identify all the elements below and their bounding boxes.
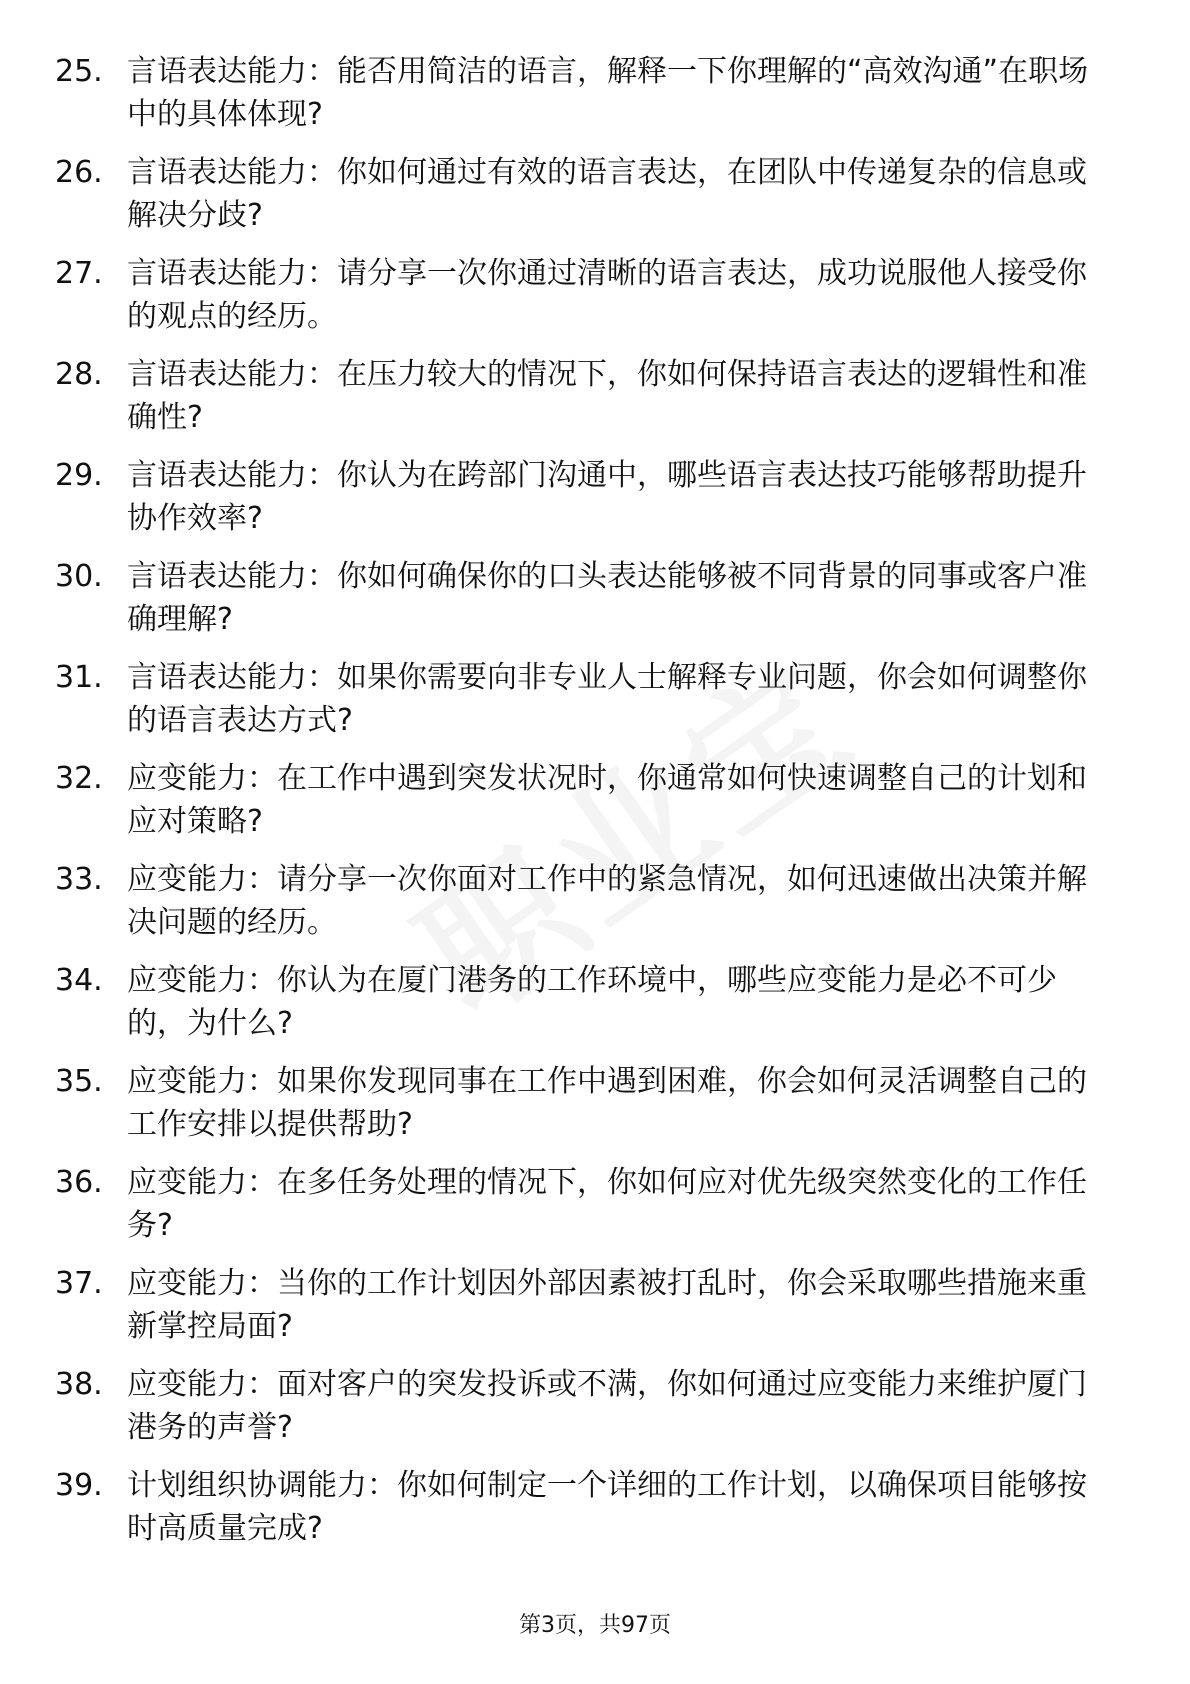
question-text: 应变能力：在多任务处理的情况下，你如何应对优先级突然变化的工作任务?: [127, 1165, 1087, 1243]
list-item: [55, 454, 1115, 555]
question-number: 29.: [55, 458, 103, 493]
list-item: [55, 1363, 1115, 1464]
question-text: 言语表达能力：能否用简洁的语言，解释一下你理解的“高效沟通”在职场中的具体体现?: [127, 54, 1089, 132]
question-text: 应变能力：在工作中遇到突发状况时，你通常如何快速调整自己的计划和应对策略?: [127, 761, 1087, 839]
list-item: [55, 50, 1115, 151]
question-number: 26.: [55, 155, 103, 190]
question-text: 言语表达能力：如果你需要向非专业人士解释专业问题，你会如何调整你的语言表达方式?: [127, 660, 1087, 738]
question-text: 计划组织协调能力：你如何制定一个详细的工作计划，以确保项目能够按时高质量完成?: [127, 1468, 1087, 1546]
list-item: [55, 1262, 1115, 1363]
question-text: 言语表达能力：你如何确保你的口头表达能够被不同背景的同事或客户准确理解?: [127, 559, 1087, 637]
list-item: [55, 1161, 1115, 1262]
question-number: 33.: [55, 862, 103, 897]
list-item: [55, 252, 1115, 353]
question-number: 27.: [55, 256, 103, 291]
question-number: 37.: [55, 1266, 103, 1301]
question-text: 言语表达能力：请分享一次你通过清晰的语言表达，成功说服他人接受你的观点的经历。: [127, 256, 1087, 334]
list-item: [55, 1060, 1115, 1161]
question-text: 言语表达能力：在压力较大的情况下，你如何保持语言表达的逻辑性和准确性?: [127, 357, 1087, 435]
list-item: [55, 151, 1115, 252]
list-item: [55, 757, 1115, 858]
question-text: 应变能力：你认为在厦门港务的工作环境中，哪些应变能力是必不可少的，为什么?: [127, 963, 1057, 1041]
question-number: 34.: [55, 963, 103, 998]
question-number: 32.: [55, 761, 103, 796]
question-text: 应变能力：请分享一次你面对工作中的紧急情况，如何迅速做出决策并解决问题的经历。: [127, 862, 1087, 940]
question-number: 39.: [55, 1468, 103, 1503]
question-number: 36.: [55, 1165, 103, 1200]
list-item: [55, 858, 1115, 959]
question-number: 35.: [55, 1064, 103, 1099]
list-item: [55, 1464, 1115, 1565]
question-number: 38.: [55, 1367, 103, 1402]
question-text: 言语表达能力：你如何通过有效的语言表达，在团队中传递复杂的信息或解决分歧?: [127, 155, 1087, 233]
page-number: 第3页，共97页: [519, 1613, 671, 1638]
question-number: 31.: [55, 660, 103, 695]
question-number: 28.: [55, 357, 103, 392]
question-text: 应变能力：面对客户的突发投诉或不满，你如何通过应变能力来维护厦门港务的声誉?: [127, 1367, 1087, 1445]
question-list: [55, 50, 1115, 1565]
question-text: 应变能力：当你的工作计划因外部因素被打乱时，你会采取哪些措施来重新掌控局面?: [127, 1266, 1087, 1344]
list-item: [55, 959, 1115, 1060]
list-item: [55, 555, 1115, 656]
question-text: 应变能力：如果你发现同事在工作中遇到困难，你会如何灵活调整自己的工作安排以提供帮助?: [127, 1064, 1087, 1142]
list-item: [55, 353, 1115, 454]
list-item: [55, 656, 1115, 757]
question-number: 25.: [55, 54, 103, 89]
question-text: 言语表达能力：你认为在跨部门沟通中，哪些语言表达技巧能够帮助提升协作效率?: [127, 458, 1087, 536]
question-number: 30.: [55, 559, 103, 594]
